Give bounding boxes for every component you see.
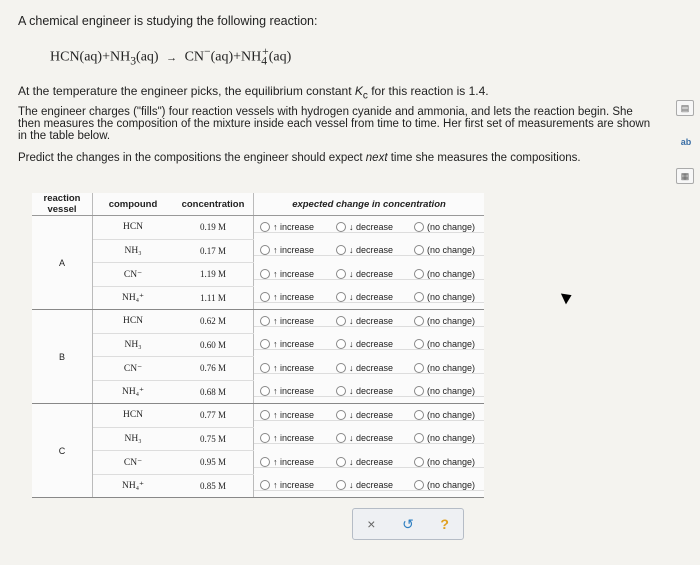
radio-button[interactable] (414, 339, 424, 349)
decrease-option[interactable] (336, 245, 408, 255)
compound-cell: NH₃ (93, 427, 174, 451)
mouse-cursor (561, 290, 574, 305)
increase-option[interactable] (260, 222, 330, 232)
table-row (32, 286, 484, 310)
table-row (32, 474, 484, 498)
radio-button[interactable] (260, 292, 270, 302)
radio-button[interactable] (414, 457, 424, 467)
table-row (32, 239, 484, 263)
intro-text: A chemical engineer is studying the following reaction: (18, 14, 318, 28)
vessel-label: C (32, 404, 93, 498)
change-options (254, 310, 485, 334)
option-label: ↑ increase (273, 316, 315, 326)
radio-button[interactable] (414, 480, 424, 490)
compound-cell: CN⁻ (93, 451, 174, 475)
radio-button[interactable] (414, 363, 424, 373)
answer-toolbar (352, 508, 464, 540)
concentration-cell: 0.19 M (173, 216, 254, 240)
concentration-cell: 1.11 M (173, 286, 254, 310)
radio-button[interactable] (336, 480, 346, 490)
concentration-cell: 0.85 M (173, 474, 254, 498)
option-label: ↓ decrease (349, 339, 394, 350)
compound-cell: HCN (93, 216, 174, 240)
no-change-option[interactable] (414, 410, 475, 420)
header-concentration: concentration (173, 193, 254, 216)
radio-button[interactable] (336, 292, 346, 302)
decrease-option[interactable] (336, 480, 408, 490)
no-change-option[interactable] (414, 222, 475, 232)
radio-button[interactable] (260, 433, 270, 443)
table-row (32, 404, 484, 428)
radio-button[interactable] (414, 245, 424, 255)
compound-cell: HCN (93, 310, 174, 334)
no-change-option[interactable] (414, 316, 475, 326)
table-row (32, 380, 484, 404)
radio-button[interactable] (260, 410, 270, 420)
change-options (254, 380, 485, 404)
decrease-option[interactable] (336, 222, 408, 232)
decrease-option[interactable] (336, 292, 408, 302)
radio-button[interactable] (336, 245, 346, 255)
change-options (254, 216, 485, 240)
radio-button[interactable] (336, 339, 346, 349)
radio-button[interactable] (260, 457, 270, 467)
no-change-option[interactable] (414, 363, 475, 373)
radio-button[interactable] (414, 386, 424, 396)
decrease-option[interactable] (336, 363, 408, 373)
option-label: ↑ increase (273, 268, 315, 279)
option-label: (no change) (427, 292, 476, 302)
concentration-cell: 1.19 M (173, 263, 254, 287)
option-label: ↓ decrease (349, 292, 394, 302)
no-change-option[interactable] (414, 245, 475, 255)
option-label: ↓ decrease (349, 410, 394, 420)
compound-cell: HCN (93, 404, 174, 428)
option-label: (no change) (427, 480, 476, 490)
radio-button[interactable] (414, 316, 424, 326)
increase-option[interactable] (260, 410, 330, 420)
change-options (254, 474, 485, 498)
option-label: (no change) (427, 222, 476, 232)
change-options (254, 357, 485, 381)
option-label: (no change) (427, 316, 476, 326)
radio-button[interactable] (336, 222, 346, 232)
compound-cell: NH₄⁺ (93, 474, 174, 498)
decrease-option[interactable] (336, 457, 408, 467)
increase-option[interactable] (260, 386, 330, 396)
option-label: ↑ increase (273, 410, 315, 420)
reaction-equation: $HCN(aq)+NH_3(aq) \to CN^-(aq)+NH_4^+(aq)$ (50, 45, 292, 68)
option-label: ↑ increase (273, 456, 315, 467)
decrease-option[interactable] (336, 386, 408, 396)
option-label: ↓ decrease (349, 222, 394, 232)
decrease-option[interactable] (336, 410, 408, 420)
radio-button[interactable] (336, 363, 346, 373)
radio-button[interactable] (414, 292, 424, 302)
option-label: ↑ increase (273, 222, 315, 232)
decrease-option[interactable] (336, 269, 408, 279)
header-reaction-vessel: reaction vessel (32, 193, 93, 216)
concentration-cell: 0.95 M (173, 451, 254, 475)
compound-cell: NH₃ (93, 333, 174, 357)
concentration-cell: 0.17 M (173, 239, 254, 263)
radio-button[interactable] (260, 363, 270, 373)
option-label: (no change) (427, 456, 476, 467)
compound-cell: CN⁻ (93, 357, 174, 381)
change-options (254, 404, 485, 428)
increase-option[interactable] (260, 269, 330, 279)
increase-option[interactable] (260, 433, 330, 443)
compound-cell: NH₃ (93, 239, 174, 263)
concentration-cell: 0.76 M (173, 357, 254, 381)
clear-button[interactable]: × (367, 516, 376, 532)
radio-button[interactable] (336, 457, 346, 467)
option-label: ↓ decrease (349, 245, 394, 256)
no-change-option[interactable] (414, 480, 475, 490)
option-label: ↓ decrease (349, 386, 394, 396)
increase-option[interactable] (260, 457, 330, 467)
option-label: (no change) (427, 268, 476, 279)
radio-button[interactable] (260, 316, 270, 326)
increase-option[interactable] (260, 339, 330, 349)
composition-table (32, 193, 484, 498)
compound-cell: NH₄⁺ (93, 286, 174, 310)
concentration-cell: 0.60 M (173, 333, 254, 357)
no-change-option[interactable] (414, 433, 475, 443)
option-label: (no change) (427, 410, 476, 420)
header-compound: compound (93, 193, 174, 216)
table-row (32, 427, 484, 451)
radio-button[interactable] (260, 269, 270, 279)
increase-option[interactable] (260, 316, 330, 326)
option-label: (no change) (427, 245, 476, 256)
radio-button[interactable] (260, 386, 270, 396)
decrease-option[interactable] (336, 339, 408, 349)
vessel-label: A (32, 216, 93, 310)
help-button[interactable]: ? (440, 516, 449, 532)
no-change-option[interactable] (414, 386, 475, 396)
radio-button[interactable] (260, 222, 270, 232)
table-row (32, 451, 484, 475)
option-label: ↓ decrease (349, 316, 394, 326)
decrease-option[interactable] (336, 433, 408, 443)
option-label: ↑ increase (273, 480, 315, 490)
table-row (32, 357, 484, 381)
change-options (254, 286, 485, 310)
radio-button[interactable] (260, 339, 270, 349)
compound-cell: CN⁻ (93, 263, 174, 287)
option-label: (no change) (427, 386, 476, 396)
radio-button[interactable] (260, 245, 270, 255)
vessel-label: B (32, 310, 93, 404)
radio-button[interactable] (336, 269, 346, 279)
change-options (254, 333, 485, 357)
table-row (32, 333, 484, 357)
option-label: (no change) (427, 339, 476, 350)
option-label: ↑ increase (273, 245, 315, 256)
option-label: ↑ increase (273, 433, 315, 444)
option-label: ↓ decrease (349, 456, 394, 467)
concentration-cell: 0.75 M (173, 427, 254, 451)
radio-button[interactable] (260, 480, 270, 490)
concentration-cell: 0.68 M (173, 380, 254, 404)
no-change-option[interactable] (414, 457, 475, 467)
table-row (32, 310, 484, 334)
predict-instruction: Predict the changes in the compositions the engineer should expect next time she measures the compositions. (18, 152, 581, 164)
radio-button[interactable] (336, 433, 346, 443)
decrease-option[interactable] (336, 316, 408, 326)
option-label: ↓ decrease (349, 480, 394, 490)
increase-option[interactable] (260, 363, 330, 373)
radio-button[interactable] (414, 410, 424, 420)
option-label: (no change) (427, 362, 476, 373)
radio-button[interactable] (336, 316, 346, 326)
concentration-cell: 0.62 M (173, 310, 254, 334)
radio-button[interactable] (414, 433, 424, 443)
no-change-option[interactable] (414, 292, 475, 302)
option-label: ↑ increase (273, 292, 315, 302)
option-label: ↓ decrease (349, 362, 394, 373)
increase-option[interactable] (260, 480, 330, 490)
option-label: ↑ increase (273, 362, 315, 373)
calculator-icon[interactable]: ▦ (676, 168, 694, 184)
radio-button[interactable] (336, 386, 346, 396)
change-options (254, 263, 485, 287)
undo-button[interactable]: ↺ (402, 515, 414, 532)
table-row (32, 263, 484, 287)
option-label: ↑ increase (273, 339, 315, 350)
option-label: (no change) (427, 433, 476, 444)
option-label: ↓ decrease (349, 268, 394, 279)
option-label: ↑ increase (273, 386, 315, 396)
option-label: ↓ decrease (349, 433, 394, 444)
no-change-option[interactable] (414, 339, 475, 349)
change-options (254, 451, 485, 475)
radio-button[interactable] (336, 410, 346, 420)
problem-paragraph: The engineer charges ("fills") four reaction vessels with hydrogen cyanide and ammonia, and lets the reaction begin. She then measures the composition of the mixture inside each vessel from time to time. Her first set of measurements are shown in the table below. (18, 106, 651, 142)
header-expected-change: expected change in concentration (254, 193, 485, 216)
ab-icon[interactable]: ab (680, 137, 692, 147)
concentration-cell: 0.77 M (173, 404, 254, 428)
table-icon[interactable]: ▤ (676, 100, 694, 116)
radio-button[interactable] (414, 269, 424, 279)
radio-button[interactable] (414, 222, 424, 232)
compound-cell: NH₄⁺ (93, 380, 174, 404)
increase-option[interactable] (260, 292, 330, 302)
increase-option[interactable] (260, 245, 330, 255)
change-options (254, 427, 485, 451)
table-row (32, 216, 484, 240)
change-options (254, 239, 485, 263)
no-change-option[interactable] (414, 269, 475, 279)
equilibrium-constant-text: At the temperature the engineer picks, the equilibrium constant $K_c$ for this reaction is 1.4. (18, 84, 489, 102)
